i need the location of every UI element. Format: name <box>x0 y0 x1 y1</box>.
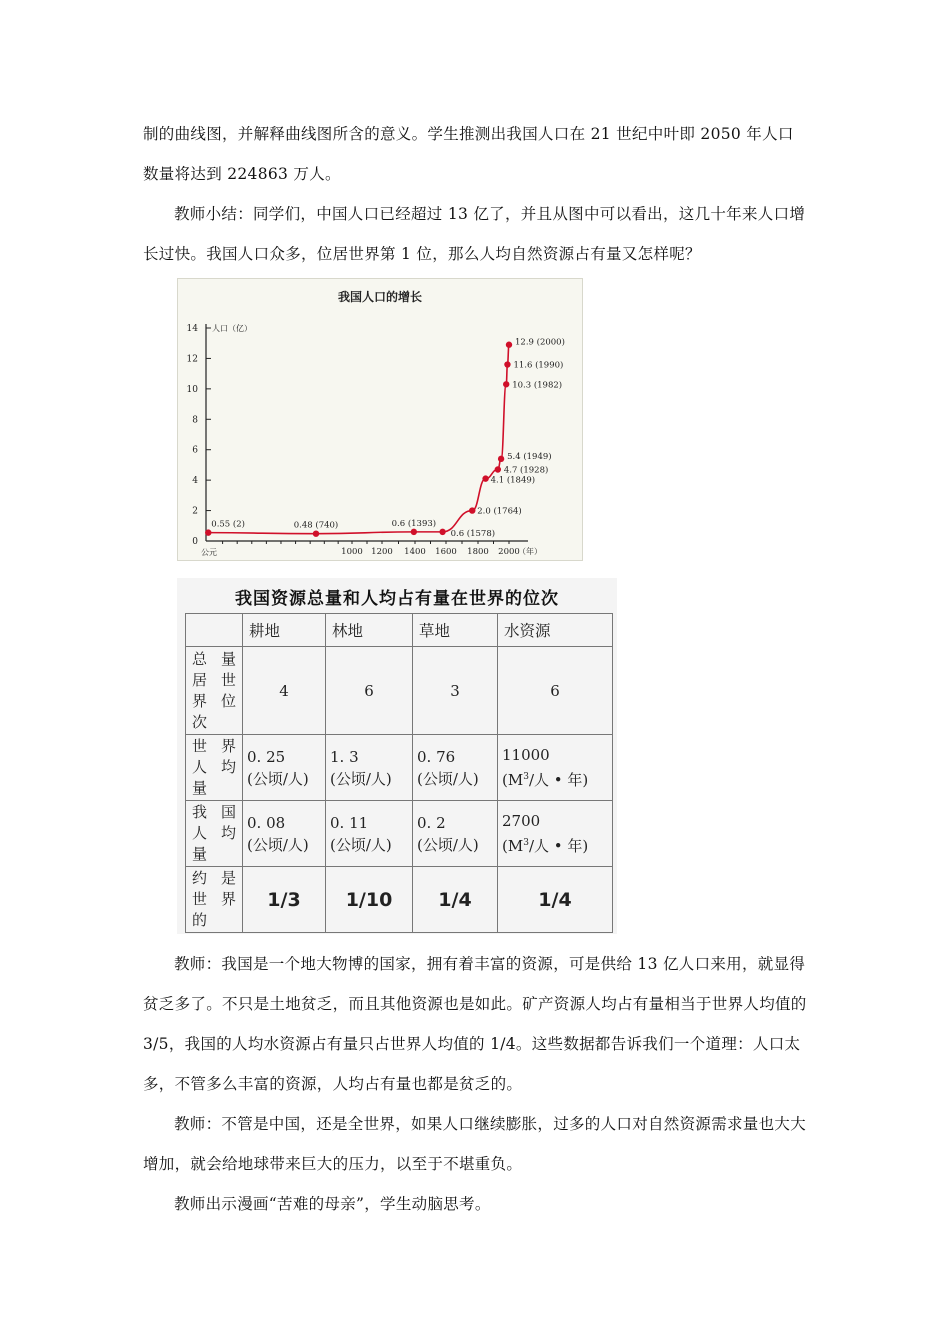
y-axis-label: 人口（亿） <box>212 324 252 333</box>
table-cell: 0. 25 (公顷/人) <box>243 735 326 801</box>
table-cell: 0. 76 (公顷/人) <box>413 735 498 801</box>
table-cell: 0. 08 (公顷/人) <box>243 801 326 867</box>
column-header-farmland: 耕地 <box>243 614 326 647</box>
table-cell: 0. 11 (公顷/人) <box>326 801 413 867</box>
paragraph-teacher-cartoon: 教师出示漫画“苦难的母亲”，学生动脑思考。 <box>174 1195 491 1213</box>
row-label <box>186 867 243 933</box>
data-label: 0.6 (1393) <box>391 518 437 529</box>
row-label-line: 约 是 <box>192 869 236 887</box>
data-label: 2.0 (1764) <box>477 506 522 517</box>
y-tick-label: 14 <box>186 324 198 334</box>
data-label: 4.1 (1849) <box>490 475 536 486</box>
table-row-world-per-capita <box>186 735 613 801</box>
x-tick-label: 1000 <box>341 547 363 557</box>
table-cell: 1/4 <box>498 867 613 933</box>
table-cell: 11000 ($M^3/$人 • 年) <box>498 735 613 801</box>
population-line <box>208 345 509 534</box>
paragraph-teacher-summary: 教师小结：同学们，中国人口已经超过 13 亿了，并且从图中可以看出，这几十年来人口增长过快。我国人口众多，位居世界第 1 位，那么人均自然资源占有量又怎样呢？ <box>143 205 806 263</box>
column-header-water: 水资源 <box>498 614 613 647</box>
data-point <box>504 361 510 367</box>
x-tick-label: 1600 <box>435 547 457 557</box>
data-point <box>482 475 488 481</box>
table-row-china-per-capita <box>186 801 613 867</box>
table-cell: 1/3 <box>243 867 326 933</box>
y-tick-label: 12 <box>186 354 198 365</box>
data-point <box>498 456 504 462</box>
data-label: 0.55 (2) <box>211 519 245 530</box>
y-tick-label: 4 <box>192 476 198 487</box>
row-label-line: 总 量 <box>192 649 236 668</box>
population-growth-chart <box>177 278 583 561</box>
x-tick-label: 1800 <box>467 547 489 557</box>
data-label: 5.4 (1949) <box>507 451 552 462</box>
data-label: 12.9 (2000) <box>515 337 565 348</box>
column-header-forest: 林地 <box>326 614 413 647</box>
row-label-line: 我 国 <box>192 803 236 821</box>
table-title: 我国资源总量和人均占有量在世界的位次 <box>235 589 559 609</box>
row-label-line: 的 <box>192 911 208 929</box>
data-label: 4.7 (1928) <box>503 465 549 476</box>
resource-ranking-table-figure <box>177 578 617 934</box>
y-tick-label: 2 <box>192 506 198 517</box>
paragraph-teacher-pressure: 教师：不管是中国，还是全世界，如果人口继续膨胀，过多的人口对自然资源需求量也大大增加，就会给地球带来巨大的压力，以至于不堪重负。 <box>143 1115 807 1173</box>
data-label: 10.3 (1982) <box>512 380 563 391</box>
y-tick-label: 8 <box>192 415 198 426</box>
table-cell: 4 <box>243 647 326 735</box>
row-label-line: 人 均 <box>192 758 236 776</box>
data-label: 11.6 (1990) <box>513 360 564 371</box>
row-label-line: 量 <box>192 845 208 863</box>
data-point <box>469 507 475 513</box>
row-label <box>186 735 243 801</box>
resource-table <box>185 613 613 933</box>
x-origin-label: 公元 <box>201 548 217 557</box>
table-cell: 6 <box>498 647 613 735</box>
data-point <box>506 342 512 348</box>
data-point <box>205 529 211 535</box>
row-label-line: 量 <box>192 779 208 797</box>
x-tick-label: 1400 <box>404 547 426 557</box>
paragraph-teacher-resources: 教师：我国是一个地大物博的国家，拥有着丰富的资源，可是供给 13 亿人口来用，就显得贫乏多了。不只是土地贫乏，而且其他资源也是如此。矿产资源人均占有量相当于世界人均值的 3/5，我国的人均水资源占有量只占世界人均值的 1/4。这些数据都告诉我们一个道理：人口太多，不管多么丰富的资源，人均占有量也都是贫乏的。 <box>143 955 807 1093</box>
data-point <box>439 529 445 535</box>
row-label <box>186 647 243 735</box>
row-label-line: 世 界 <box>192 737 236 755</box>
row-label-line: 次 <box>192 712 208 731</box>
data-point <box>495 466 501 472</box>
x-tick-label: 2000 <box>498 547 520 557</box>
table-cell: 1. 3 (公顷/人) <box>326 735 413 801</box>
y-tick-label: 10 <box>186 384 198 395</box>
table-cell: 0. 2 (公顷/人) <box>413 801 498 867</box>
table-corner-cell <box>186 614 243 647</box>
y-tick-label: 0 <box>192 537 198 547</box>
x-tick-label: 1200 <box>371 547 393 557</box>
paragraph-1: 制的曲线图，并解释曲线图所含的意义。学生推测出我国人口在 21 世纪中叶即 2050 年人口数量将达到 224863 万人。 <box>143 125 794 183</box>
column-header-grassland: 草地 <box>413 614 498 647</box>
table-cell: 3 <box>413 647 498 735</box>
row-label-line: 人 均 <box>192 824 236 842</box>
x-axis-label: （年） <box>518 547 542 556</box>
table-cell: 1/4 <box>413 867 498 933</box>
data-point <box>411 529 417 535</box>
chart-title: 我国人口的增长 <box>337 290 422 304</box>
data-label: 0.6 (1578) <box>450 528 496 539</box>
data-point <box>313 530 319 536</box>
chart-canvas <box>178 279 584 562</box>
y-tick-label: 6 <box>192 445 198 456</box>
row-label <box>186 801 243 867</box>
table-cell: 1/10 <box>326 867 413 933</box>
data-label: 0.48 (740) <box>293 520 339 531</box>
table-cell: 6 <box>326 647 413 735</box>
data-point <box>503 381 509 387</box>
table-row-total-rank <box>186 647 613 735</box>
row-label-line: 居 世 <box>192 670 236 689</box>
table-header-row <box>186 614 613 647</box>
row-label-line: 世 界 <box>192 890 236 908</box>
row-label-line: 界 位 <box>192 691 236 710</box>
table-cell: 2700 ($M^3/$人 • 年) <box>498 801 613 867</box>
table-row-ratio <box>186 867 613 933</box>
